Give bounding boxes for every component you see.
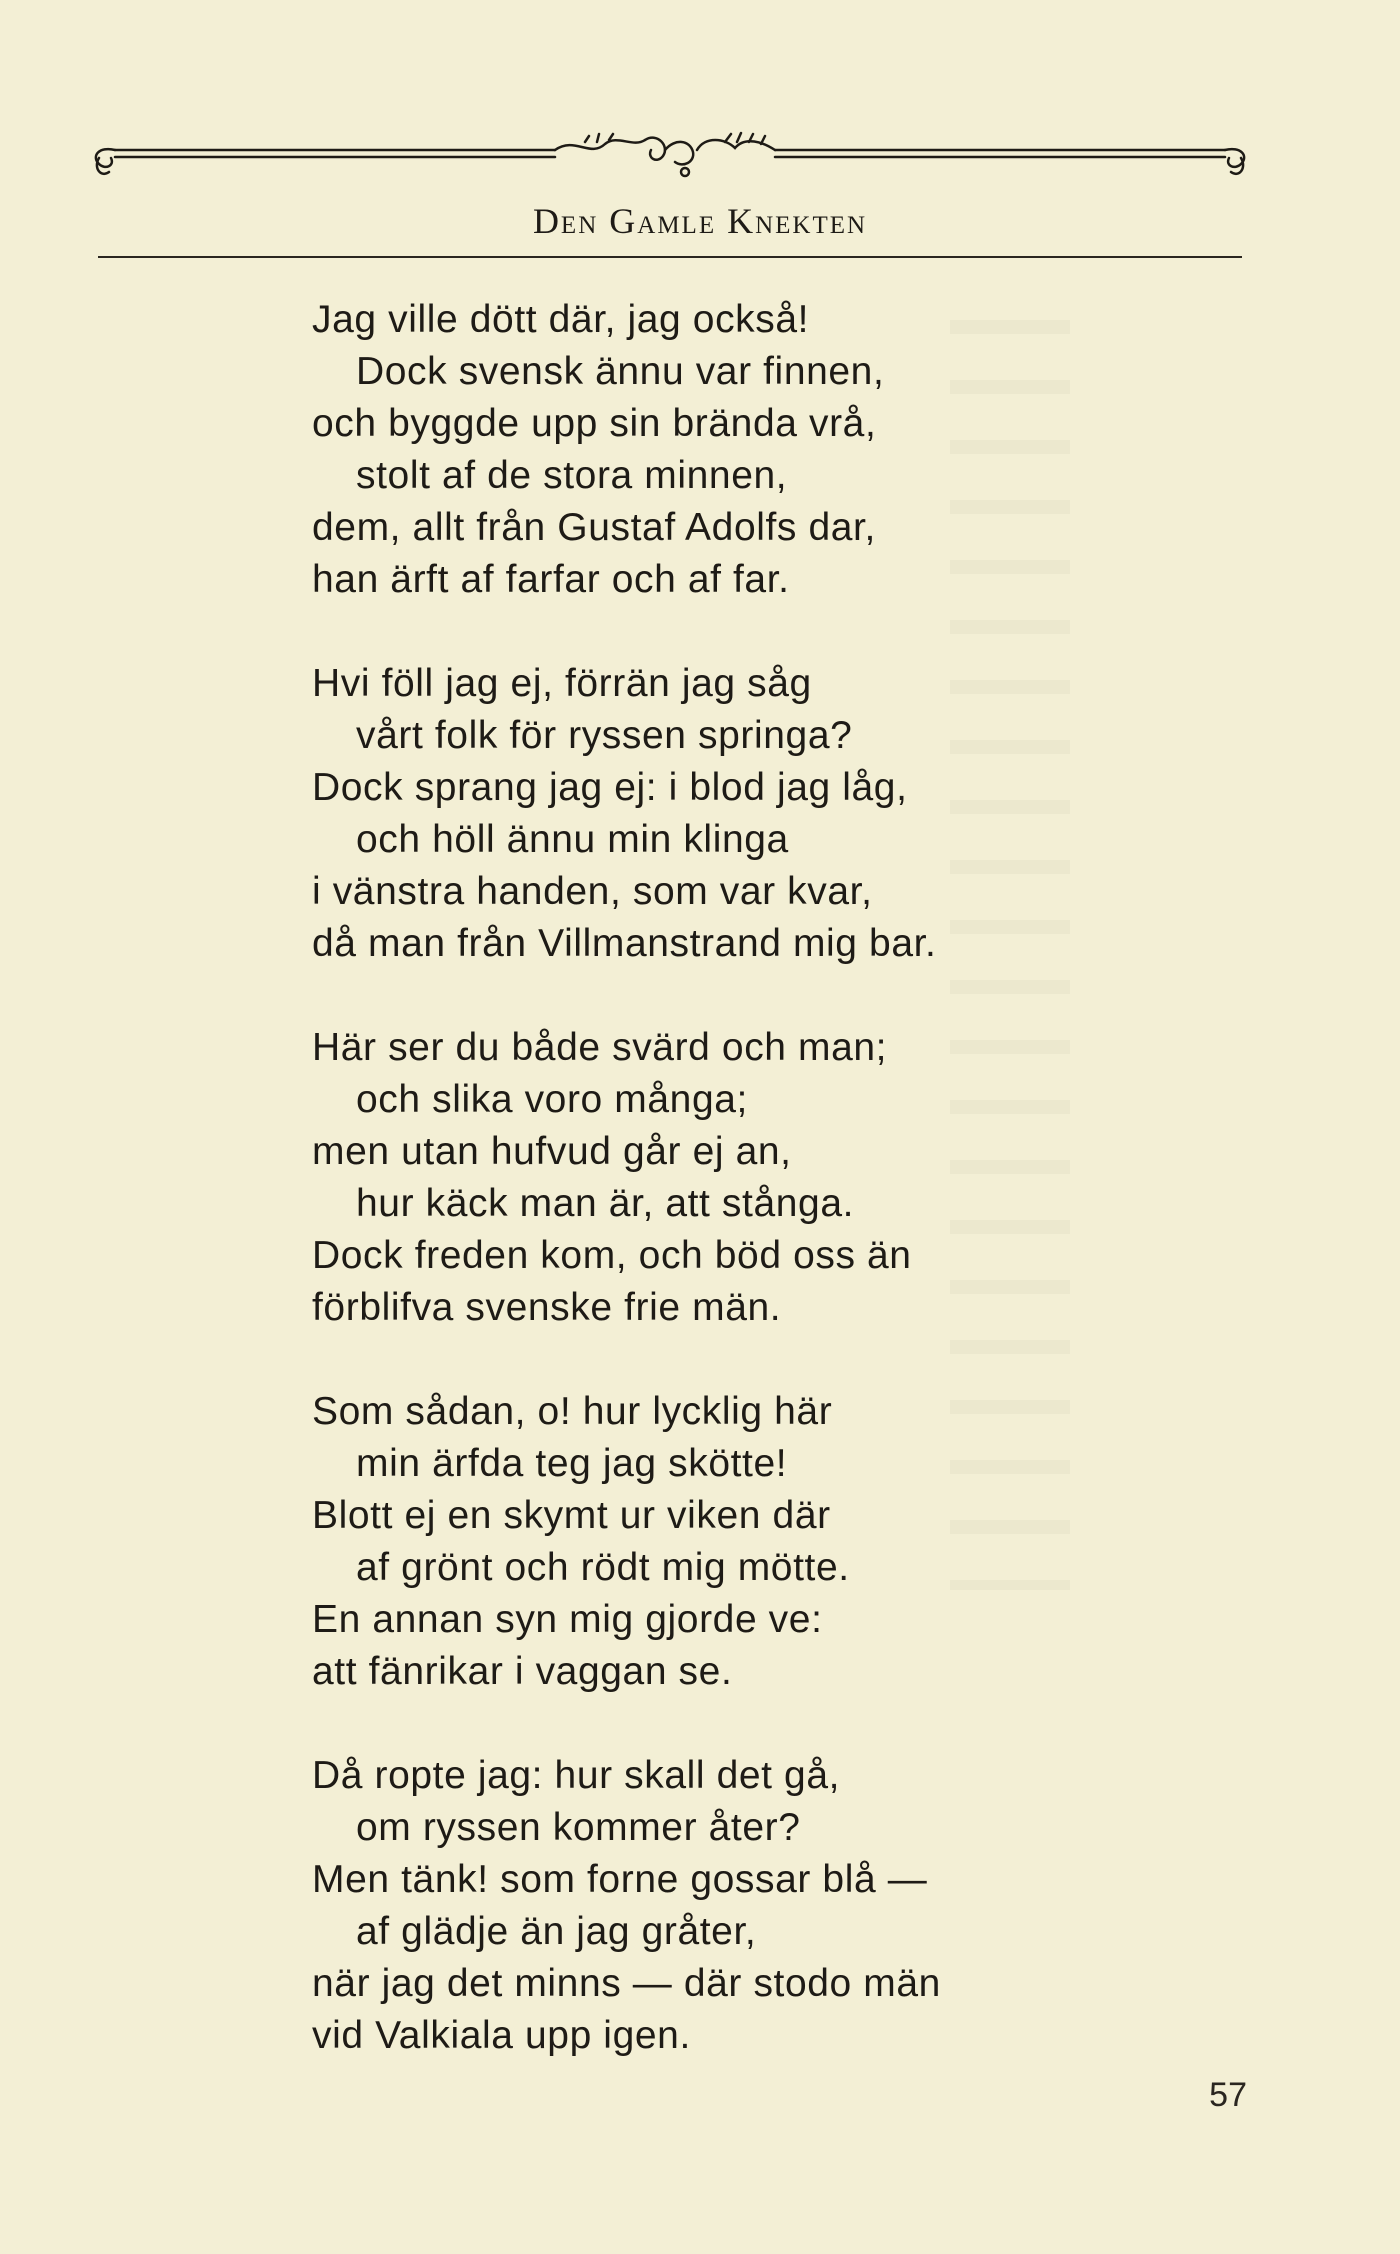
poem-line: och slika voro många; — [356, 1078, 748, 1121]
poem-line: och höll ännu min klinga — [356, 818, 789, 861]
poem-line: han ärft af farfar och af far. — [312, 558, 790, 601]
poem-line: Då ropte jag: hur skall det gå, — [312, 1754, 841, 1797]
page-number: 57 — [1209, 2076, 1247, 2114]
poem-line: då man från Villmanstrand mig bar. — [312, 922, 937, 965]
poem-line: Här ser du både svärd och man; — [312, 1026, 888, 1069]
poem-line: af glädje än jag gråter, — [356, 1910, 757, 1953]
header-rule — [98, 256, 1242, 258]
poem-line: när jag det minns — där stodo män — [312, 1962, 941, 2005]
poem-line: i vänstra handen, som var kvar, — [312, 870, 873, 913]
poem-line: och byggde upp sin brända vrå, — [312, 402, 877, 445]
poem-line: Dock sprang jag ej: i blod jag låg, — [312, 766, 908, 809]
stanza-1 — [312, 294, 1072, 606]
poem-line: stolt af de stora minnen, — [356, 454, 788, 497]
poem-line: af grönt och rödt mig mötte. — [356, 1546, 850, 1589]
poem-line: Dock freden kom, och böd oss än — [312, 1234, 912, 1277]
poem-line: Som sådan, o! hur lycklig här — [312, 1390, 833, 1433]
poem-line: om ryssen kommer åter? — [356, 1806, 801, 1849]
poem-line: Blott ej en skymt ur viken där — [312, 1494, 831, 1537]
stanza-4 — [312, 1386, 1072, 1698]
running-head-title: Den Gamle Knekten — [532, 201, 868, 241]
stanza-3 — [312, 1022, 1072, 1334]
poem-line: vid Valkiala upp igen. — [312, 2014, 691, 2057]
poem-line: Dock svensk ännu var finnen, — [356, 350, 885, 393]
stanza-2 — [312, 658, 1072, 970]
poem-line: Men tänk! som forne gossar blå — — [312, 1858, 928, 1901]
poem-line: vårt folk för ryssen springa? — [356, 714, 853, 757]
poem-line: men utan hufvud går ej an, — [312, 1130, 792, 1173]
poem-body — [312, 294, 1072, 2114]
poem-line: Jag ville dött där, jag också! — [312, 298, 810, 341]
stanza-5 — [312, 1750, 1072, 2062]
poem-line: dem, allt från Gustaf Adolfs dar, — [312, 506, 876, 549]
poem-line: min ärfda teg jag skötte! — [356, 1442, 788, 1485]
poem-line: Hvi föll jag ej, förrän jag såg — [312, 662, 812, 705]
poem-line: att fänrikar i vaggan se. — [312, 1650, 733, 1693]
header-ornament — [85, 128, 1255, 198]
poem-line: förblifva svenske frie män. — [312, 1286, 782, 1329]
poem-line: hur käck man är, att stånga. — [356, 1182, 855, 1225]
poem-line: En annan syn mig gjorde ve: — [312, 1598, 823, 1641]
